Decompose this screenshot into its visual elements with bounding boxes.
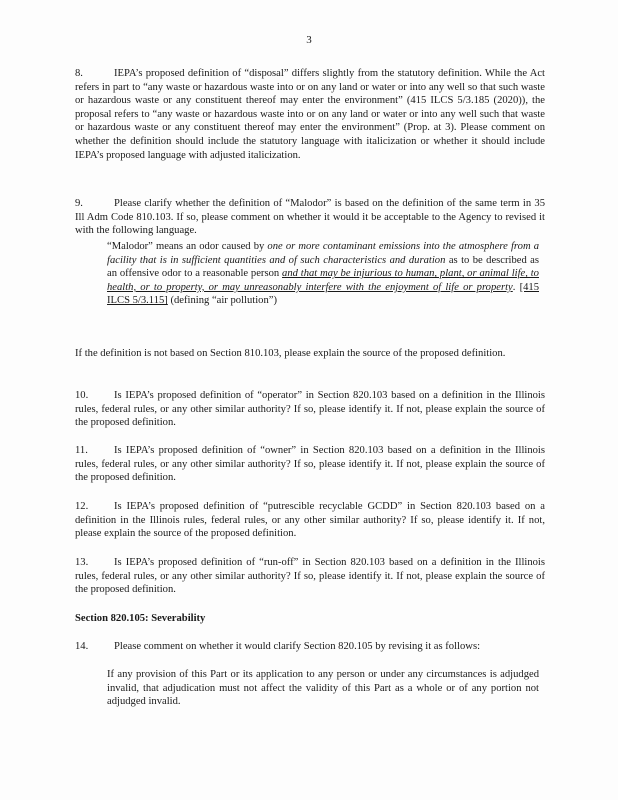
paragraph-text: If the definition is not based on Section 810.103, please explain the source of the proposed definition. xyxy=(75,348,506,359)
item-number: 13. xyxy=(75,557,89,568)
quote-text: as to be described as an offensive odor to a reasonable person xyxy=(107,254,539,280)
quote-text: “Malodor” means an odor caused by xyxy=(107,241,268,252)
severability-quote: If any provision of this Part or its application to any person or under any circumstances is adjudged invalid, that adjudication must not affect the validity of this Part as a whole or of any portion not adjudged invalid. xyxy=(107,669,539,708)
paragraph-after-quote xyxy=(75,347,545,361)
item-text: Is IEPA’s proposed definition of “putrescible recyclable GCDD” in Section 820.103 based on a definition in the Illinois rules, federal rules, or any other similar authority? If so, please identify it. If not, please explain the source of the proposed definition. xyxy=(75,501,545,540)
paragraph-12 xyxy=(75,500,545,541)
malodor-quote xyxy=(107,240,539,308)
paragraph-14 xyxy=(75,640,545,654)
paragraph-13 xyxy=(75,556,545,597)
item-text: Please comment on whether it would clarify Section 820.105 by revising it as follows: xyxy=(114,641,481,652)
item-number: 12. xyxy=(75,501,89,512)
quote-text: (defining “air pollution”) xyxy=(167,295,277,307)
paragraph-9 xyxy=(75,197,545,238)
item-text: Is IEPA’s proposed definition of “run-off” in Section 820.103 based on a definition in the Illinois rules, federal rules, or any other similar authority? If so, please identify it. If not, please explain the source of the proposed definition. xyxy=(75,557,545,596)
paragraph-10 xyxy=(75,389,545,430)
item-number: 11. xyxy=(75,445,88,456)
quote-italic: one or more contaminant emissions into the atmosphere from a facility that is in sufficient quantities and of such characteristics and duration xyxy=(107,241,539,266)
item-text: Please clarify whether the definition of “Malodor” is based on the definition of the same term in 35 Ill Adm Code 810.103. If so, please comment on whether it would it be acceptable to the Agency to revised it with the following language. xyxy=(75,198,545,237)
paragraph-8 xyxy=(75,67,545,162)
item-number: 8. xyxy=(75,68,83,79)
item-text: Is IEPA’s proposed definition of “operator” in Section 820.103 based on a definition in the Illinois rules, federal rules, or any other similar authority? If so, please identify it. If not, please explain the source of the proposed definition. xyxy=(75,390,545,429)
item-text: Is IEPA’s proposed definition of “owner” in Section 820.103 based on a definition in the Illinois rules, federal rules, or any other similar authority? If so, please identify it. If not, please explain the source of the proposed definition. xyxy=(75,445,545,484)
item-text: IEPA’s proposed definition of “disposal” differs slightly from the statutory definition. While the Act refers in part to “any waste or hazardous waste into or on any land or water or into any well so that such waste or hazardous waste or any constituent thereof may enter the environment” (415 ILCS 5/3.185 (2020)), the proposal refers to “any waste or hazardous waste into or on any land or water or into any well such that waste or hazardous waste or any constituent thereof may enter the environment” (Prop. at 3). Please comment on whether the definition should include the statutory language with italicization or whether it should include IEPA’s proposed language with adjusted italicization. xyxy=(75,68,545,161)
quote-italic-underlined: and that may be injurious to human, plant, or animal life, to health, or to property, or may unreasonably interfere with the enjoyment of life or property xyxy=(107,268,539,293)
item-number: 9. xyxy=(75,198,83,209)
paragraph-11 xyxy=(75,444,545,485)
section-heading: Section 820.105: Severability xyxy=(75,613,206,624)
page-number: 3 xyxy=(306,34,312,46)
quote-text: . xyxy=(512,281,520,293)
citation: [415 ILCS 5/3.115] xyxy=(107,281,539,307)
item-number: 10. xyxy=(75,390,89,401)
item-number: 14. xyxy=(75,641,89,652)
